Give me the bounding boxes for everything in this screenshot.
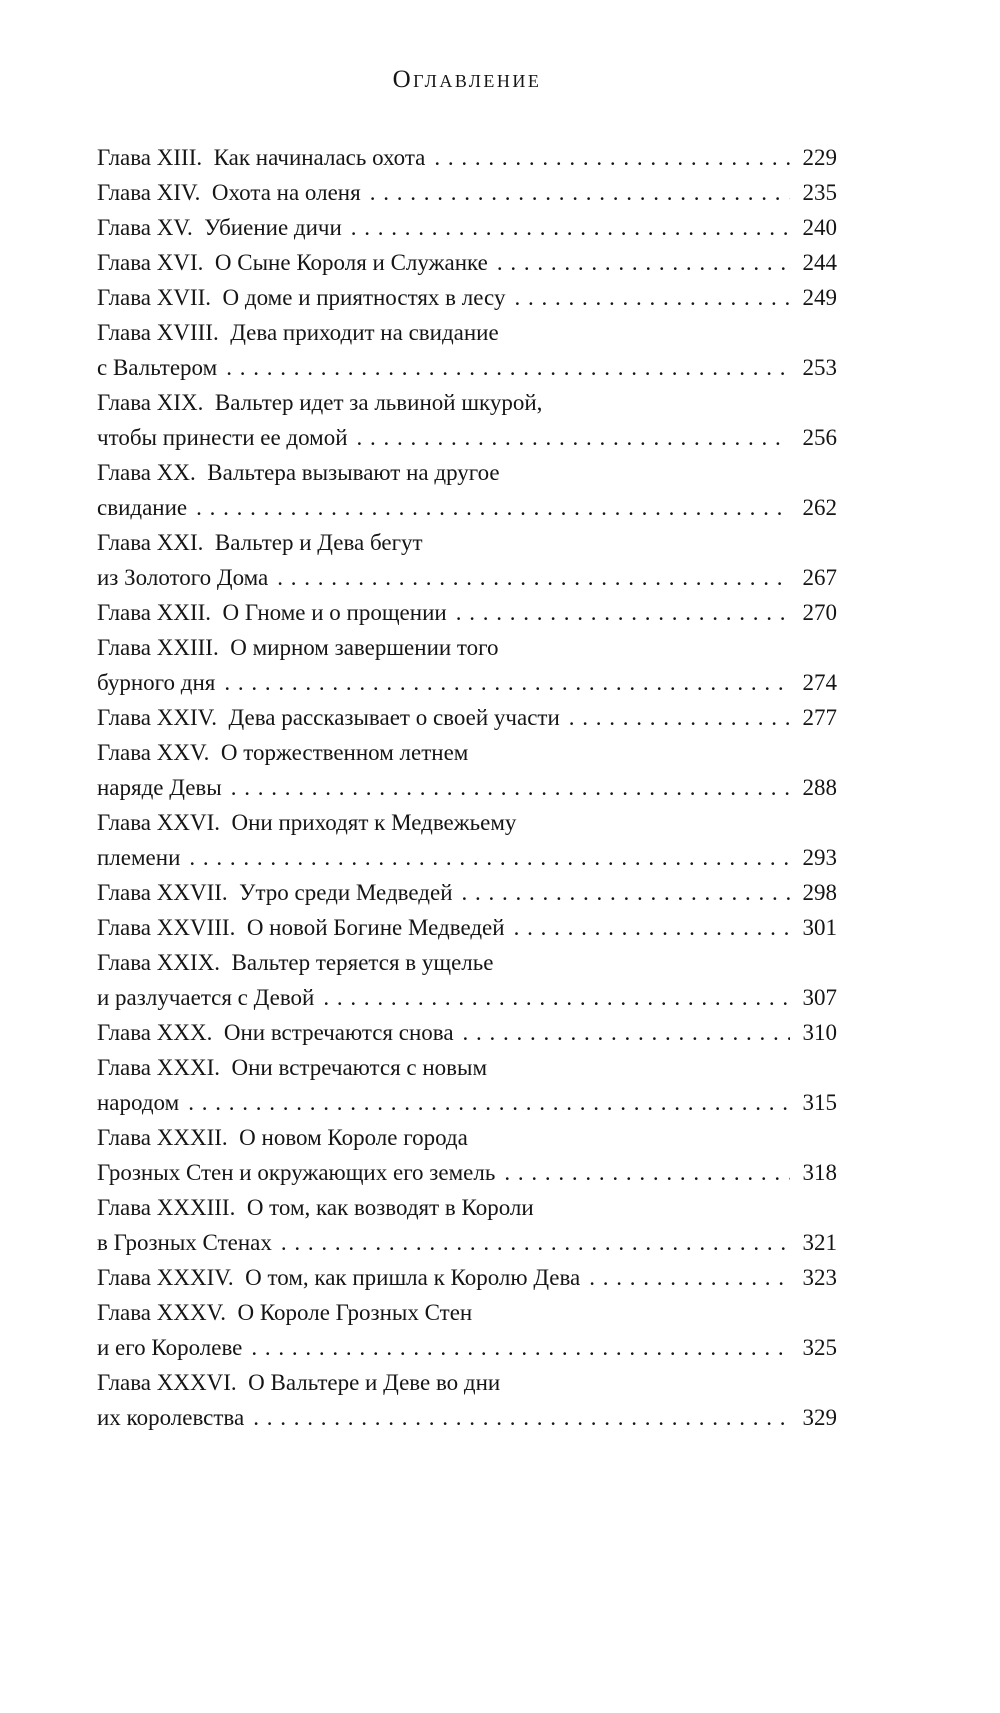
toc-entry-text: Глава XXXII. О новом Короле города	[97, 1125, 468, 1150]
toc-entry-line	[97, 420, 837, 455]
toc-entry-line	[97, 455, 837, 490]
toc-entry	[97, 1015, 837, 1050]
toc-entry-page-number: 315	[802, 1090, 837, 1115]
dot-leader	[357, 420, 790, 455]
toc-entry	[97, 455, 837, 525]
dot-leader	[514, 910, 790, 945]
dot-leader	[251, 1330, 790, 1365]
toc-entry-line	[97, 280, 837, 315]
toc-entry-page-number: 293	[802, 845, 837, 870]
toc-entry-line	[97, 350, 837, 385]
dot-leader	[504, 1155, 790, 1190]
toc-entry-page-number: 277	[802, 705, 837, 730]
toc-entry-text: Глава XXXI. Они встречаются с новым	[97, 1055, 488, 1080]
toc-entry-line	[97, 700, 837, 735]
toc-entry	[97, 280, 837, 315]
dot-leader	[231, 770, 790, 805]
toc-entry-text: с Вальтером	[97, 355, 218, 380]
dot-leader	[456, 595, 790, 630]
dot-leader	[351, 210, 790, 245]
toc-entry-text: Глава XXI. Вальтер и Дева бегут	[97, 530, 423, 555]
toc-entry-line	[97, 525, 837, 560]
toc-entry-line	[97, 210, 837, 245]
toc-entry-line	[97, 175, 837, 210]
toc-entry	[97, 945, 837, 1015]
toc-entry-text: из Золотого Дома	[97, 565, 269, 590]
toc-entry-page-number: 274	[802, 670, 837, 695]
toc-entry-line	[97, 1190, 837, 1225]
toc-entry	[97, 700, 837, 735]
toc-list	[97, 140, 837, 1435]
toc-entry	[97, 1260, 837, 1295]
toc-entry-text: племени	[97, 845, 181, 870]
toc-entry-text: Глава XX. Вальтера вызывают на другое	[97, 460, 500, 485]
toc-entry	[97, 630, 837, 700]
toc-entry-line	[97, 560, 837, 595]
book-page	[0, 66, 1000, 1713]
toc-entry-page-number: 256	[802, 425, 837, 450]
toc-entry-line	[97, 1365, 837, 1400]
toc-entry-page-number: 329	[802, 1405, 837, 1430]
toc-entry	[97, 140, 837, 175]
dot-leader	[224, 665, 790, 700]
toc-entry-text: Глава XXVI. Они приходят к Медвежьему	[97, 810, 517, 835]
toc-entry-text: Глава XIV. Охота на оленя	[97, 180, 361, 205]
toc-entry-text: Глава XIII. Как начиналась охота	[97, 145, 426, 170]
toc-entry-line	[97, 735, 837, 770]
toc-entry	[97, 1365, 837, 1435]
toc-entry-line	[97, 1260, 837, 1295]
toc-entry-page-number: 240	[802, 215, 837, 240]
toc-entry-page-number: 262	[802, 495, 837, 520]
toc-entry	[97, 875, 837, 910]
toc-entry-text: наряде Девы	[97, 775, 222, 800]
toc-entry-page-number: 288	[802, 775, 837, 800]
toc-entry-page-number: 321	[802, 1230, 837, 1255]
toc-entry-page-number: 323	[802, 1265, 837, 1290]
toc-entry-text: Глава XXX. Они встречаются снова	[97, 1020, 454, 1045]
toc-entry	[97, 735, 837, 805]
toc-entry-line	[97, 1225, 837, 1260]
toc-entry-line	[97, 1120, 837, 1155]
dot-leader	[196, 490, 790, 525]
toc-entry-line	[97, 1015, 837, 1050]
dot-leader	[253, 1400, 790, 1435]
toc-entry-text: Глава XVIII. Дева приходит на свидание	[97, 320, 499, 345]
toc-entry-page-number: 307	[802, 985, 837, 1010]
dot-leader	[589, 1260, 790, 1295]
toc-entry-text: Глава XVII. О доме и приятностях в лесу	[97, 285, 506, 310]
toc-entry-page-number: 235	[802, 180, 837, 205]
dot-leader	[188, 1085, 790, 1120]
dot-leader	[281, 1225, 790, 1260]
toc-entry	[97, 175, 837, 210]
toc-entry-text: Глава XVI. О Сыне Короля и Служанке	[97, 250, 488, 275]
toc-entry	[97, 910, 837, 945]
dot-leader	[497, 245, 790, 280]
toc-entry-line	[97, 1050, 837, 1085]
toc-entry-line	[97, 875, 837, 910]
dot-leader	[462, 875, 790, 910]
toc-entry	[97, 595, 837, 630]
toc-title: Оглавление	[392, 66, 542, 93]
toc-entry-text: Глава XXIII. О мирном завершении того	[97, 635, 499, 660]
toc-entry-page-number: 249	[802, 285, 837, 310]
toc-entry-line	[97, 315, 837, 350]
toc-entry-page-number: 253	[802, 355, 837, 380]
toc-entry-text: и разлучается с Девой	[97, 985, 315, 1010]
toc-entry-line	[97, 1295, 837, 1330]
toc-entry-page-number: 298	[802, 880, 837, 905]
toc-entry-text: в Грозных Стенах	[97, 1230, 272, 1255]
toc-entry	[97, 385, 837, 455]
toc-entry	[97, 525, 837, 595]
toc-entry	[97, 210, 837, 245]
toc-entry-page-number: 267	[802, 565, 837, 590]
toc-entry	[97, 1295, 837, 1365]
toc-entry-page-number: 325	[802, 1335, 837, 1360]
toc-entry-line	[97, 385, 837, 420]
toc-entry-text: Глава XXVII. Утро среди Медведей	[97, 880, 453, 905]
dot-leader	[189, 840, 790, 875]
toc-entry-text: Грозных Стен и окружающих его земель	[97, 1160, 496, 1185]
toc-entry-page-number: 229	[802, 145, 837, 170]
toc-entry-page-number: 244	[802, 250, 837, 275]
toc-entry-page-number: 301	[802, 915, 837, 940]
dot-leader	[323, 980, 790, 1015]
toc-entry-text: Глава XXXV. О Короле Грозных Стен	[97, 1300, 473, 1325]
toc-entry-line	[97, 595, 837, 630]
toc-entry-line	[97, 490, 837, 525]
toc-entry-line	[97, 1330, 837, 1365]
toc-entry-line	[97, 665, 837, 700]
toc-entry	[97, 315, 837, 385]
toc-entry-text: бурного дня	[97, 670, 216, 695]
toc-entry-text: Глава XXXIII. О том, как возводят в Короли	[97, 1195, 534, 1220]
toc-entry	[97, 1120, 837, 1190]
dot-leader	[226, 350, 790, 385]
toc-entry-text: Глава XXV. О торжественном летнем	[97, 740, 469, 765]
toc-entry-text: Глава XXVIII. О новой Богине Медведей	[97, 915, 505, 940]
toc-entry-line	[97, 140, 837, 175]
toc-entry-line	[97, 770, 837, 805]
dot-leader	[569, 700, 790, 735]
toc-entry-text: их королевства	[97, 1405, 245, 1430]
toc-entry	[97, 1190, 837, 1260]
dot-leader	[434, 140, 790, 175]
toc-entry-text: чтобы принести ее домой	[97, 425, 348, 450]
toc-entry-text: Глава XXIX. Вальтер теряется в ущелье	[97, 950, 494, 975]
toc-entry-line	[97, 980, 837, 1015]
toc-entry	[97, 1050, 837, 1120]
toc-entry-text: свидание	[97, 495, 188, 520]
toc-entry-line	[97, 840, 837, 875]
toc-entry	[97, 245, 837, 280]
toc-entry-text: Глава XXII. О Гноме и о прощении	[97, 600, 447, 625]
toc-entry-text: Глава XXXIV. О том, как пришла к Королю Дева	[97, 1265, 581, 1290]
toc-entry-line	[97, 945, 837, 980]
dot-leader	[514, 280, 790, 315]
toc-entry-line	[97, 910, 837, 945]
toc-entry-page-number: 318	[802, 1160, 837, 1185]
toc-entry-text: и его Королеве	[97, 1335, 243, 1360]
toc-entry-text: Глава XV. Убиение дичи	[97, 215, 342, 240]
dot-leader	[370, 175, 790, 210]
dot-leader	[463, 1015, 790, 1050]
toc-entry-line	[97, 630, 837, 665]
toc-entry-page-number: 270	[802, 600, 837, 625]
toc-entry-line	[97, 1155, 837, 1190]
toc-entry-text: Глава XXIV. Дева рассказывает о своей участи	[97, 705, 560, 730]
toc-entry-text: народом	[97, 1090, 180, 1115]
toc-entry-line	[97, 1400, 837, 1435]
toc-entry	[97, 805, 837, 875]
toc-entry-text: Глава XIX. Вальтер идет за львиной шкурой,	[97, 390, 543, 415]
toc-entry-line	[97, 245, 837, 280]
toc-entry-text: Глава XXXVI. О Вальтере и Деве во дни	[97, 1370, 501, 1395]
toc-entry-page-number: 310	[802, 1020, 837, 1045]
toc-entry-line	[97, 805, 837, 840]
toc-entry-line	[97, 1085, 837, 1120]
dot-leader	[277, 560, 790, 595]
